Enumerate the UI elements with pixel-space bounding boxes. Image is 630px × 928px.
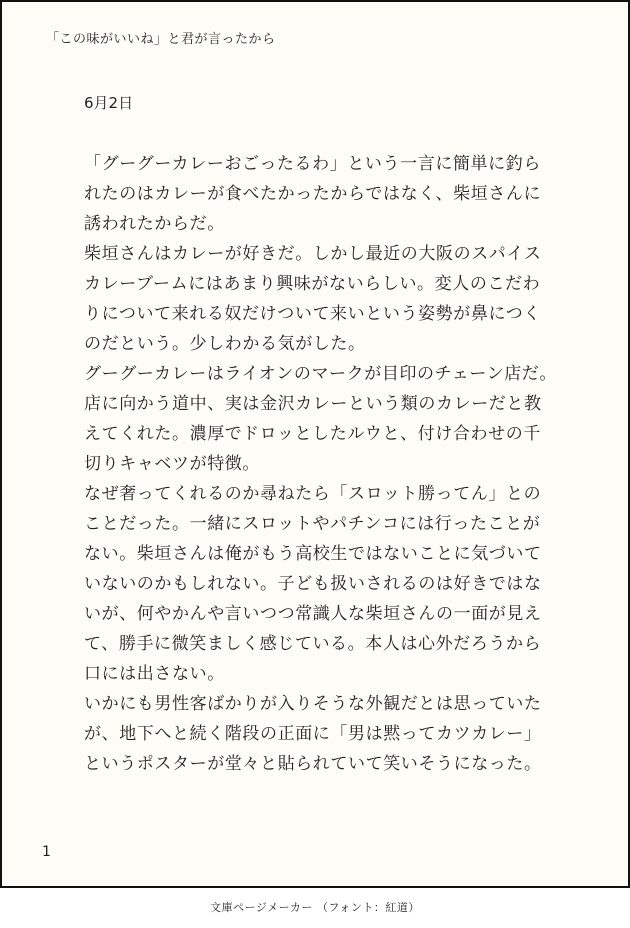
body-line: が、地下へと続く階段の正面に「男は黙ってカツカレー」 <box>84 724 542 744</box>
running-title: 「この味がいいね」と君が言ったから <box>46 32 276 47</box>
body-line: りについて来れる奴だけついて来いという姿勢が鼻につく <box>84 304 541 324</box>
body-line: 「グーグーカレーおごったるわ」という一言に簡単に釣ら <box>84 154 541 174</box>
body-line: 切りキャベツが特徴。 <box>84 454 260 474</box>
body-line: というポスターが堂々と貼られていて笑いそうになった。 <box>84 754 542 774</box>
body-line: ない。柴垣さんは俺がもう高校生ではないことに気づいて <box>84 544 542 564</box>
page-number: 1 <box>42 844 51 860</box>
body-line: いが、何やかんや言いつつ常識人な柴垣さんの一面が見え <box>84 604 542 624</box>
body-line: えてくれた。濃厚でドロッとしたルウと、付け合わせの千 <box>84 424 541 444</box>
body-line: 誘われたからだ。 <box>84 214 225 234</box>
body-line: いかにも男性客ばかりが入りそうな外観だとは思っていた <box>84 694 542 714</box>
body-line: 店に向かう道中、実は金沢カレーという類のカレーだと教 <box>84 394 542 414</box>
body-line: グーグーカレーはライオンのマークが目印のチェーン店だ。 <box>84 364 557 384</box>
body-line: れたのはカレーが食べたかったからではなく、柴垣さんに <box>84 184 542 204</box>
body-line: 柴垣さんはカレーが好きだ。しかし最近の大阪のスパイス <box>84 244 542 264</box>
body-line: て、勝手に微笑ましく感じている。本人は心外だろうから <box>84 634 542 654</box>
footer-credit: 文庫ページメーカー （フォント：紅道） <box>210 901 420 914</box>
body-line: カレーブームにはあまり興味がないらしい。変人のこだわ <box>84 274 541 294</box>
body-line: 口には出さない。 <box>84 664 225 684</box>
body-line: なぜ奢ってくれるのか尋ねたら「スロット勝ってん」との <box>84 484 542 504</box>
body-line: ことだった。一緒にスロットやパチンコには行ったことが <box>84 514 541 534</box>
body-line: いないのかもしれない。子ども扱いされるのは好きではな <box>84 574 542 594</box>
body-text <box>84 149 584 779</box>
entry-date: 6月2日 <box>84 94 134 112</box>
body-line: のだという。少しわかる気がした。 <box>84 334 366 354</box>
